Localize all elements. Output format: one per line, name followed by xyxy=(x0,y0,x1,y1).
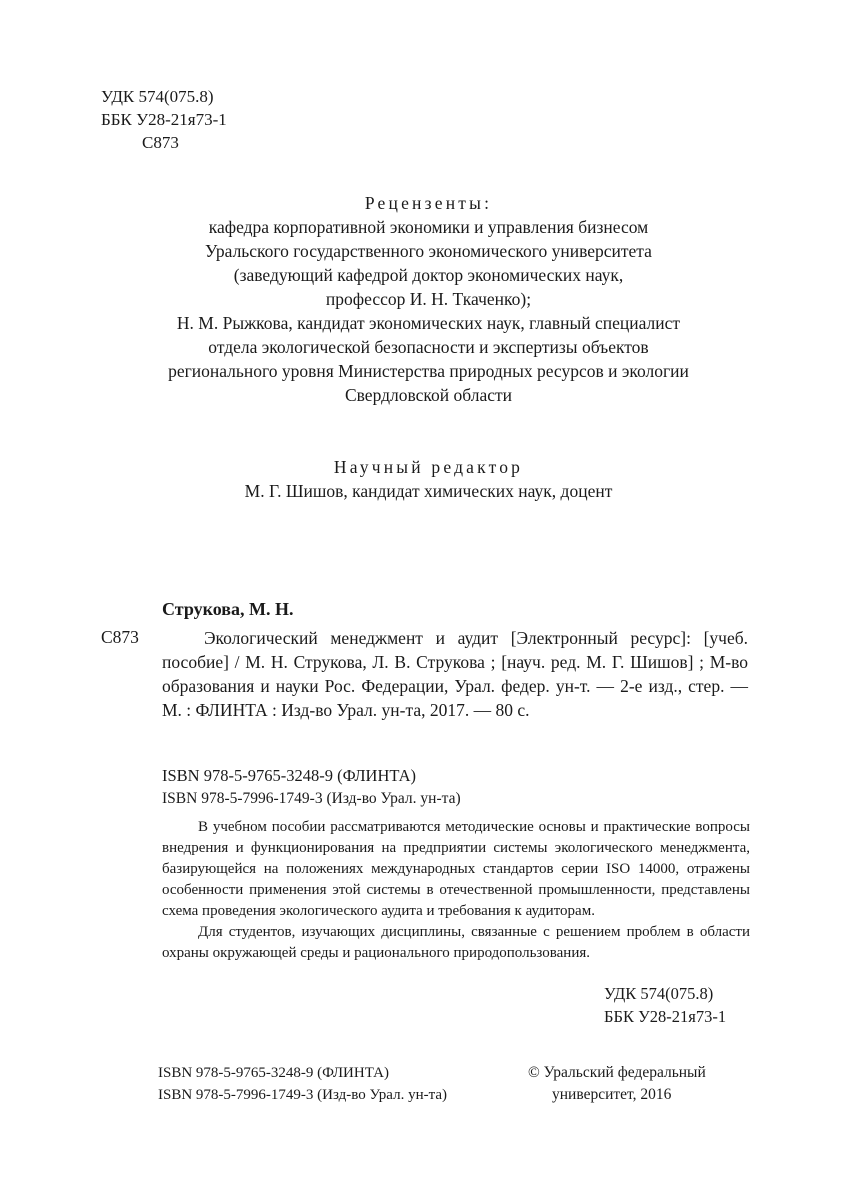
footer-isbn-flinta: ISBN 978-5-9765-3248-9 (ФЛИНТА) xyxy=(158,1065,389,1081)
editor-section xyxy=(60,455,797,503)
reviewers-section xyxy=(60,191,797,407)
author-sign: С873 xyxy=(142,133,179,152)
udk-code: УДК 574(075.8) xyxy=(604,984,714,1003)
record-author: Струкова, М. Н. xyxy=(162,599,294,619)
bbk-code: ББК У28-21я73-1 xyxy=(604,1007,727,1026)
isbn-ural: ISBN 978-5-7996-1749-3 (Изд-во Урал. ун-та) xyxy=(162,790,461,807)
reviewers-line: Н. М. Рыжкова, кандидат экономических наук, главный специалист xyxy=(176,313,681,333)
reviewers-line: отдела экологической безопасности и экспертизы объектов xyxy=(208,337,649,357)
copyright-line: университет, 2016 xyxy=(552,1086,672,1103)
bibliographic-description xyxy=(162,626,748,722)
top-classification-codes xyxy=(101,85,227,154)
udk-code: УДК 574(075.8) xyxy=(101,87,214,106)
bbk-code: ББК У28-21я73-1 xyxy=(101,110,227,129)
record-sign: С873 xyxy=(101,627,139,647)
copyright xyxy=(528,1062,706,1106)
reviewers-line: Уральского государственного экономического университета xyxy=(205,241,652,261)
bottom-classification-codes xyxy=(604,982,726,1028)
footer-isbn xyxy=(158,1062,447,1106)
description-text: Экологический менеджмент и аудит [Электронный ресурс]: [учеб. пособие] / М. Н. Струкова, Л. В. Струкова ; [науч. ред. М. Г. Шишов] ; М-во образования и науки Рос. Федерации, Урал. федер. ун-т. — 2-е изд., стер. — М. : ФЛИНТА : Изд-во Урал. ун-та, 2017. — 80 с. xyxy=(162,628,748,720)
copyright-line: © Уральский федеральный xyxy=(528,1064,706,1081)
reviewers-line: (заведующий кафедрой доктор экономических наук, xyxy=(233,265,624,285)
reviewers-line: Свердловской области xyxy=(344,385,513,405)
reviewers-line: регионального уровня Министерства природных ресурсов и экологии xyxy=(168,361,689,381)
reviewers-line: кафедра корпоративной экономики и управления бизнесом xyxy=(208,217,649,237)
editor-name: М. Г. Шишов, кандидат химических наук, доцент xyxy=(244,481,613,501)
abstract-paragraph: Для студентов, изучающих дисциплины, связанные с решением проблем в области охраны окружающей среды и рационального природопользования. xyxy=(162,924,750,961)
reviewers-heading: Рецензенты: xyxy=(364,193,493,213)
editor-heading: Научный редактор xyxy=(333,457,524,477)
footer-isbn-ural: ISBN 978-5-7996-1749-3 (Изд-во Урал. ун-та) xyxy=(158,1087,447,1103)
reviewers-line: профессор И. Н. Ткаченко); xyxy=(325,289,532,309)
abstract-paragraph: В учебном пособии рассматриваются методические основы и практические вопросы внедрения и функционирования на предприятии системы экологического менеджмента, базирующейся на положениях международных стандартов серии ISO 14000, отражены особенности применения этой системы в отечественной промышленности, представлены схема проведения экологического аудита и требования к аудиторам. xyxy=(162,819,750,919)
isbn-flinta: ISBN 978-5-9765-3248-9 (ФЛИНТА) xyxy=(162,766,417,785)
abstract xyxy=(162,817,750,964)
